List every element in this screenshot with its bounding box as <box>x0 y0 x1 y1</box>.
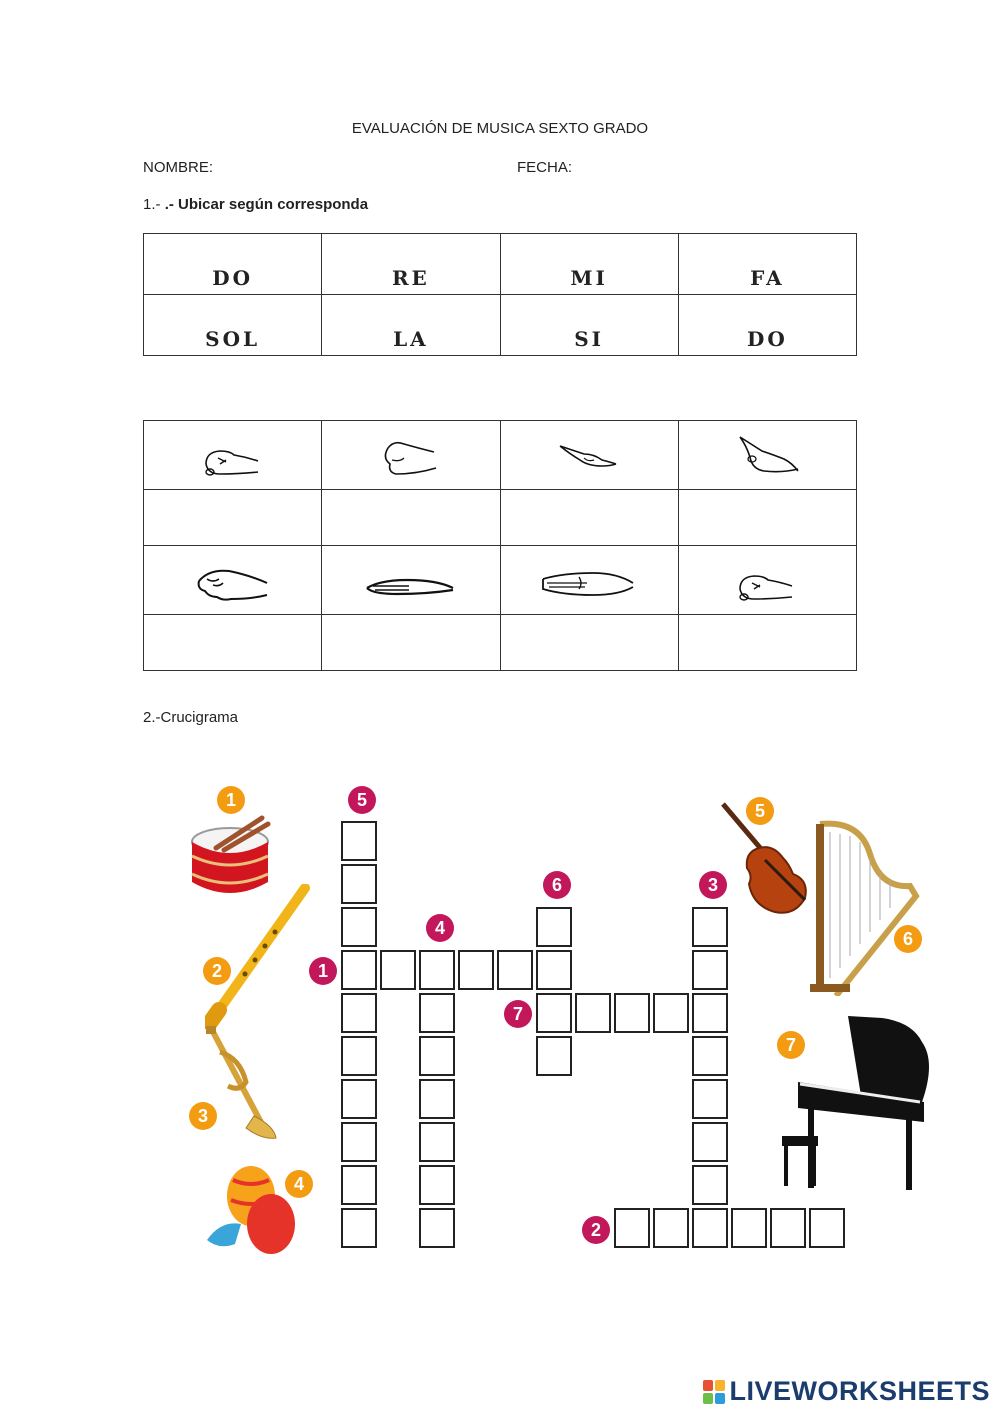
crossword-cell[interactable] <box>458 950 494 990</box>
crossword-cell[interactable] <box>341 950 377 990</box>
note-cell: SOL <box>144 295 322 356</box>
page-title: EVALUACIÓN DE MUSICA SEXTO GRADO <box>351 120 649 137</box>
notes-table <box>143 233 857 356</box>
note-cell: RE <box>322 234 500 295</box>
crossword-cell[interactable] <box>770 1208 806 1248</box>
answer-cell[interactable] <box>144 490 322 546</box>
answer-cell[interactable] <box>144 615 322 671</box>
crossword-cell[interactable] <box>692 1036 728 1076</box>
crossword-cell[interactable] <box>419 1036 455 1076</box>
logo-text: LIVEWORKSHEETS <box>729 1376 990 1406</box>
crossword-cell[interactable] <box>536 1036 572 1076</box>
crossword-cell[interactable] <box>419 1122 455 1162</box>
question-1-number: 1.- <box>143 196 165 213</box>
note-cell: DO <box>144 234 322 295</box>
hand-open-palm-icon <box>539 559 639 609</box>
clue-number-4: 4 <box>426 914 454 942</box>
hand-sign-cell <box>678 421 856 490</box>
crossword-cell[interactable] <box>380 950 416 990</box>
hand-sign-cell <box>500 546 678 615</box>
crossword-cell[interactable] <box>419 1079 455 1119</box>
hand-sign-cell <box>322 546 500 615</box>
hand-fingers-down-icon <box>193 559 273 609</box>
hand-sign-cell <box>678 546 856 615</box>
crossword-cell[interactable] <box>419 993 455 1033</box>
crossword-cell[interactable] <box>419 1208 455 1248</box>
crossword-cell[interactable] <box>341 1079 377 1119</box>
crossword-cell[interactable] <box>692 1208 728 1248</box>
clue-number-5: 5 <box>348 786 376 814</box>
crossword-cell[interactable] <box>341 821 377 861</box>
hand-tilted-icon <box>554 434 624 484</box>
answer-cell[interactable] <box>678 615 856 671</box>
crossword-cell[interactable] <box>536 950 572 990</box>
crossword-cell[interactable] <box>419 950 455 990</box>
answer-cell[interactable] <box>322 490 500 546</box>
note-cell: LA <box>322 295 500 356</box>
hand-signs-table <box>143 420 857 671</box>
harp-icon <box>810 818 920 996</box>
crossword-cell[interactable] <box>341 1036 377 1076</box>
instrument-number-2: 2 <box>203 957 231 985</box>
answer-cell[interactable] <box>500 615 678 671</box>
name-label: NOMBRE: <box>143 159 214 176</box>
clue-number-2: 2 <box>582 1216 610 1244</box>
instrument-number-4: 4 <box>285 1170 313 1198</box>
date-label: FECHA: <box>517 159 573 176</box>
crossword-cell[interactable] <box>653 993 689 1033</box>
hand-down-icon <box>376 434 446 484</box>
crossword-cell[interactable] <box>692 950 728 990</box>
note-cell: FA <box>678 234 856 295</box>
instrument-number-6: 6 <box>894 925 922 953</box>
hand-point-up-icon <box>732 429 802 484</box>
note-cell: MI <box>500 234 678 295</box>
logo-mark-icon <box>703 1380 725 1404</box>
crossword-cell[interactable] <box>614 993 650 1033</box>
liveworksheets-logo <box>703 1376 990 1407</box>
crossword-cell[interactable] <box>653 1208 689 1248</box>
hand-sign-cell <box>322 421 500 490</box>
clue-number-1: 1 <box>309 957 337 985</box>
answer-cell[interactable] <box>500 490 678 546</box>
hand-sign-cell <box>144 546 322 615</box>
crossword-cell[interactable] <box>809 1208 845 1248</box>
answer-cell[interactable] <box>322 615 500 671</box>
crossword-cell[interactable] <box>575 993 611 1033</box>
question-2-heading: 2.-Crucigrama <box>143 709 239 726</box>
hand-sign-cell <box>500 421 678 490</box>
crossword-cell[interactable] <box>341 1208 377 1248</box>
crossword-cell[interactable] <box>419 1165 455 1205</box>
question-1-text: .- Ubicar según corresponda <box>164 196 369 213</box>
crossword-cell[interactable] <box>614 1208 650 1248</box>
crossword-cell[interactable] <box>731 1208 767 1248</box>
crossword-cell[interactable] <box>692 1079 728 1119</box>
hand-fist-icon <box>198 434 268 484</box>
crossword-cell[interactable] <box>692 993 728 1033</box>
instrument-number-7: 7 <box>777 1031 805 1059</box>
instrument-number-1: 1 <box>217 786 245 814</box>
note-cell: SI <box>500 295 678 356</box>
clue-number-6: 6 <box>543 871 571 899</box>
crossword-cell[interactable] <box>497 950 533 990</box>
crossword-cell[interactable] <box>536 907 572 947</box>
crossword-cell[interactable] <box>341 907 377 947</box>
crossword-cell[interactable] <box>341 1122 377 1162</box>
clue-number-3: 3 <box>699 871 727 899</box>
crossword-cell[interactable] <box>341 1165 377 1205</box>
crossword-cell[interactable] <box>341 864 377 904</box>
note-cell: DO <box>678 295 856 356</box>
crossword-cell[interactable] <box>692 1122 728 1162</box>
flute-icon <box>205 884 315 1029</box>
answer-cell[interactable] <box>678 490 856 546</box>
question-1-heading <box>143 196 368 213</box>
hand-flat-icon <box>363 564 458 609</box>
crossword-cell[interactable] <box>692 1165 728 1205</box>
hand-fist-icon <box>732 559 802 609</box>
crossword-cell[interactable] <box>536 993 572 1033</box>
instrument-number-3: 3 <box>189 1102 217 1130</box>
hand-sign-cell <box>144 421 322 490</box>
crossword-cell[interactable] <box>341 993 377 1033</box>
clue-number-7: 7 <box>504 1000 532 1028</box>
instrument-number-5: 5 <box>746 797 774 825</box>
